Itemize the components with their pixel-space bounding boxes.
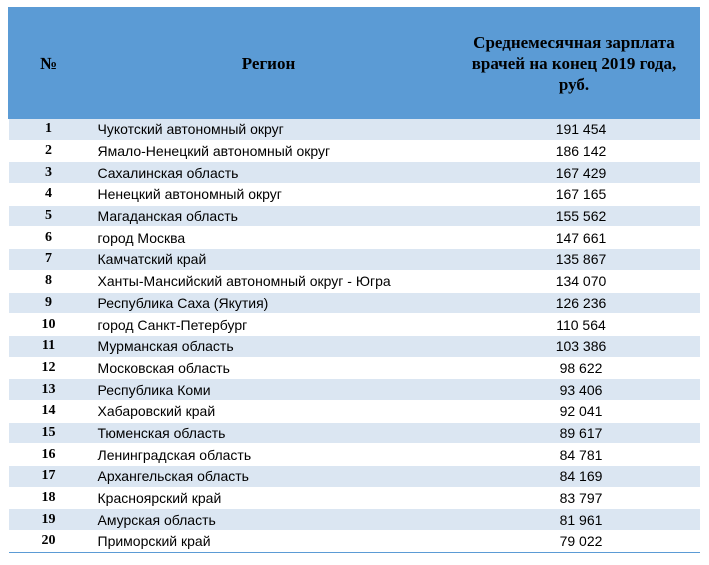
row-salary: 135 867 [449, 249, 700, 271]
row-number: 15 [9, 422, 89, 444]
row-number: 8 [9, 270, 89, 292]
row-salary: 126 236 [449, 292, 700, 314]
header-salary [449, 8, 700, 119]
table-header [9, 8, 700, 119]
header-region: Регион [89, 8, 449, 119]
row-number: 7 [9, 249, 89, 271]
row-salary: 92 041 [449, 400, 700, 422]
table-row [9, 249, 700, 271]
row-salary: 191 454 [449, 119, 700, 141]
row-region: Амурская область [89, 509, 449, 531]
row-number: 11 [9, 335, 89, 357]
table-row [9, 335, 700, 357]
row-salary: 110 564 [449, 314, 700, 336]
table-row [9, 184, 700, 206]
row-region: Ленинградская область [89, 444, 449, 466]
row-number: 17 [9, 466, 89, 488]
table-row [9, 357, 700, 379]
header-number: № [9, 8, 89, 119]
row-number: 3 [9, 162, 89, 184]
row-salary: 84 169 [449, 466, 700, 488]
row-region: Московская область [89, 357, 449, 379]
row-number: 5 [9, 205, 89, 227]
row-region: Магаданская область [89, 205, 449, 227]
row-salary: 134 070 [449, 270, 700, 292]
row-number: 9 [9, 292, 89, 314]
header-salary-line3: руб. [558, 74, 590, 94]
row-number: 6 [9, 227, 89, 249]
row-salary: 89 617 [449, 422, 700, 444]
row-region: Республика Саха (Якутия) [89, 292, 449, 314]
row-number: 20 [9, 531, 89, 553]
row-region: Архангельская область [89, 466, 449, 488]
row-salary: 79 022 [449, 531, 700, 553]
row-region: Мурманская область [89, 335, 449, 357]
row-salary: 167 429 [449, 162, 700, 184]
row-region: Ненецкий автономный округ [89, 184, 449, 206]
row-region: Хабаровский край [89, 400, 449, 422]
table-row [9, 444, 700, 466]
row-region: Камчатский край [89, 249, 449, 271]
row-salary: 81 961 [449, 509, 700, 531]
row-number: 18 [9, 487, 89, 509]
table-row [9, 314, 700, 336]
row-salary: 84 781 [449, 444, 700, 466]
table-row [9, 162, 700, 184]
row-number: 10 [9, 314, 89, 336]
table-row [9, 509, 700, 531]
row-number: 12 [9, 357, 89, 379]
row-number: 1 [9, 119, 89, 141]
table-row [9, 227, 700, 249]
header-salary-line1: Среднемесячная зарплата [473, 32, 675, 52]
row-region: Тюменская область [89, 422, 449, 444]
table-row [9, 292, 700, 314]
table-row [9, 487, 700, 509]
row-number: 16 [9, 444, 89, 466]
table-row [9, 205, 700, 227]
row-region: Ханты-Мансийский автономный округ - Югра [89, 270, 449, 292]
header-row [9, 8, 700, 119]
row-region: Чукотский автономный округ [89, 119, 449, 141]
row-salary: 103 386 [449, 335, 700, 357]
row-salary: 93 406 [449, 379, 700, 401]
row-region: Приморский край [89, 531, 449, 553]
row-number: 19 [9, 509, 89, 531]
row-region: Красноярский край [89, 487, 449, 509]
row-region: город Санкт-Петербург [89, 314, 449, 336]
row-salary: 167 165 [449, 184, 700, 206]
table-row [9, 270, 700, 292]
table-row [9, 400, 700, 422]
row-number: 4 [9, 184, 89, 206]
salary-table [8, 7, 700, 553]
table-row [9, 119, 700, 141]
row-number: 14 [9, 400, 89, 422]
row-region: Сахалинская область [89, 162, 449, 184]
table-row [9, 531, 700, 553]
row-salary: 83 797 [449, 487, 700, 509]
row-region: Ямало-Ненецкий автономный округ [89, 140, 449, 162]
row-region: город Москва [89, 227, 449, 249]
row-salary: 186 142 [449, 140, 700, 162]
header-salary-line2: врачей на конец 2019 года, [471, 53, 677, 73]
table-body [9, 119, 700, 553]
row-region: Республика Коми [89, 379, 449, 401]
row-number: 2 [9, 140, 89, 162]
row-salary: 155 562 [449, 205, 700, 227]
row-salary: 147 661 [449, 227, 700, 249]
table-row [9, 379, 700, 401]
row-salary: 98 622 [449, 357, 700, 379]
row-number: 13 [9, 379, 89, 401]
table-row [9, 422, 700, 444]
table-row [9, 140, 700, 162]
table-row [9, 466, 700, 488]
